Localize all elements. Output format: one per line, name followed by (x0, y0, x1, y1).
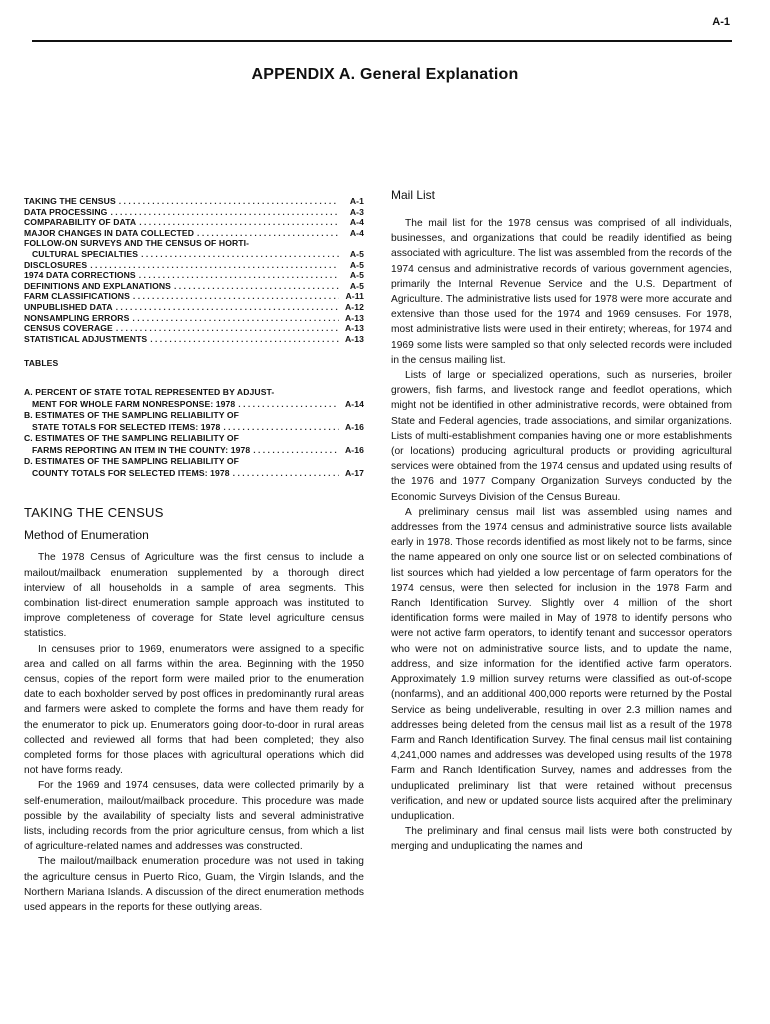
toc-leader-dots (141, 249, 339, 260)
toc-row (24, 207, 364, 218)
tables-heading: TABLES (24, 358, 59, 369)
toc-leader-dots (253, 445, 339, 457)
paragraph: In censuses prior to 1969, enumerators were assigned to a specific area and called on all farms within the area. Beginning with the 1950 census, copies of the report form were mailed prior to the enumeration date to each boxholder served by post offices in predominantly rural areas and farmers were asked to complete the forms and have them ready for the enumerator to pick up. Enumerators going door-to-door in rural areas collected and reviewed all forms that had been completed; they also completed forms for those places with agricultural operations which did not have forms ready. (24, 643, 364, 777)
toc-page-number: A-17 (344, 467, 364, 478)
toc-page-number: A-11 (345, 291, 364, 302)
toc-page-number: A-14 (344, 398, 364, 409)
toc-leader-dots (197, 228, 339, 239)
left-column (24, 196, 364, 915)
toc-label: FARMS REPORTING AN ITEM IN THE COUNTY: 1978 (32, 444, 251, 455)
toc-page-number: A-5 (349, 280, 364, 291)
toc-label: D. ESTIMATES OF THE SAMPLING RELIABILITY OF (24, 456, 240, 467)
toc-row (24, 433, 364, 445)
toc-leader-dots (233, 468, 339, 480)
toc-row (24, 422, 364, 434)
paragraph: The 1978 Census of Agriculture was the first census to include a mailout/mailback enumeration supplemented by a thorough direct interview of all households in a sample of area segments. This combination list-direct enumeration sample approach was instituted to improve completeness of coverage for State level agriculture census statistics. (24, 552, 364, 640)
page-number: A-1 (712, 16, 730, 28)
toc-page-number: A-16 (344, 444, 364, 455)
toc-label: NONSAMPLING ERRORS (24, 312, 130, 323)
toc-page-number: A-13 (344, 312, 364, 323)
toc-leader-dots (116, 302, 339, 313)
toc-label: UNPUBLISHED DATA (24, 301, 113, 312)
toc-page-number: A-4 (349, 217, 364, 228)
toc-label: STATE TOTALS FOR SELECTED ITEMS: 1978 (32, 421, 221, 432)
table-of-contents (24, 196, 364, 479)
toc-leader-dots (116, 323, 339, 334)
toc-row (24, 260, 364, 271)
toc-label: 1974 DATA CORRECTIONS (24, 270, 136, 281)
toc-label: DATA PROCESSING (24, 206, 108, 217)
toc-page-number: A-3 (349, 206, 364, 217)
toc-leader-dots (132, 313, 339, 324)
toc-page-number: A-5 (349, 248, 364, 259)
toc-page-number: A-13 (344, 333, 364, 344)
toc-label: COUNTY TOTALS FOR SELECTED ITEMS: 1978 (32, 467, 230, 478)
toc-row (24, 249, 364, 260)
toc-page-number: A-13 (344, 323, 364, 334)
page-title: APPENDIX A. General Explanation (251, 66, 519, 83)
toc-label: DEFINITIONS AND EXPLANATIONS (24, 280, 171, 291)
toc-page-number: A-16 (344, 421, 364, 432)
paragraph: For the 1969 and 1974 censuses, data were collected primarily by a self-enumeration, mailout/mailback procedure. This procedure was made possible by the availability of specialty lists and several administrative lists, including records from the prior agriculture census, from which a list of agriculture-related names and addresses was constructed. (24, 780, 364, 853)
toc-row (24, 456, 364, 468)
subheading-mail-list: Mail List (391, 188, 436, 202)
toc-label: C. ESTIMATES OF THE SAMPLING RELIABILITY OF (24, 433, 240, 444)
toc-leader-dots (139, 217, 339, 228)
toc-leader-dots (119, 196, 339, 207)
toc-label: B. ESTIMATES OF THE SAMPLING RELIABILITY OF (24, 410, 240, 421)
toc-row (24, 302, 364, 313)
toc-row (24, 410, 364, 422)
toc-leader-dots (110, 207, 339, 218)
section-heading: TAKING THE CENSUS (24, 505, 164, 521)
toc-label: CULTURAL SPECIALTIES (32, 248, 139, 259)
toc-page-number: A-5 (349, 270, 364, 281)
toc-label: MENT FOR WHOLE FARM NONRESPONSE: 1978 (32, 398, 236, 409)
toc-row (24, 238, 364, 249)
toc-label: A. PERCENT OF STATE TOTAL REPRESENTED BY ADJUST- (24, 387, 275, 398)
paragraph: The mail list for the 1978 census was comprised of all individuals, businesses, and organizations that could be readily identified as being associated with agriculture. The list was assembled from the records of the 1974 census and administrative records of various government agencies, primarily the Internal Revenue Service and the U.S. Department of Agriculture. The administrative lists used for 1978 were more accurate and extensive than those used for the 1974 and 1969 censuses. For 1978, most administrative lists were used in their entirety; whereas, for 1974 and 1969 some lists were sampled so that only selected records were included in the census mailing list. (391, 218, 732, 366)
toc-row (24, 228, 364, 239)
toc-row (24, 387, 364, 399)
toc-label: TAKING THE CENSUS (24, 196, 116, 206)
header-rule (32, 40, 732, 42)
toc-leader-dots (90, 260, 339, 271)
toc-leader-dots (139, 270, 339, 281)
toc-entries (24, 196, 364, 344)
toc-row (24, 217, 364, 228)
toc-label: FOLLOW-ON SURVEYS AND THE CENSUS OF HORTI- (24, 238, 250, 249)
paragraph: The mailout/mailback enumeration procedure was not used in taking the agriculture census in Puerto Rico, Guam, the Virgin Islands, and the Northern Mariana Islands. A discussion of the direct enumeration methods used appears in the reports for these outlying areas. (24, 856, 364, 913)
toc-leader-dots (150, 334, 339, 345)
toc-page-number: A-5 (349, 259, 364, 270)
toc-leader-dots (133, 291, 339, 302)
toc-label: STATISTICAL ADJUSTMENTS (24, 333, 148, 344)
toc-row (24, 313, 364, 324)
subheading-method: Method of Enumeration (24, 528, 149, 543)
toc-label: DISCLOSURES (24, 259, 88, 270)
paragraph: A preliminary census mail list was assembled using names and addresses from the 1974 census and administrative source lists available early in 1978. Those records identified as most likely not to be farms, since the name appeared on only one source list or on selected combinations of list sources which had yielded a low percentage of farm operators for the 1974 census, were then selected for inclusion in the 1978 Farm and Ranch Identification Survey. Slightly over 4 million of the short identification forms were mailed in May of 1978 to identify persons who were not active farm operators, to identify tenant and successor operators who were not on administrative source lists, and to update the name, address, and size information for the identified active farm operators. Approximately 1.9 million survey returns were classified as out-of-scope (nonfarms), and an additional 400,000 reports were returned by the Postal Service as being undeliverable, resulting in over 2.3 million names and addresses being deleted from the census mail list as a result of the 1978 Farm and Ranch Identification Survey. The final census mail list containing 4,241,000 names and addresses was developed using results of the 1978 Farm and Ranch Identification Survey, names and addresses from the unduplicated preliminary list that were retained without precensus verification, and new or updated source lists acquired after the preliminary unduplication. (391, 506, 732, 822)
toc-row (24, 334, 364, 345)
toc-row (24, 468, 364, 480)
toc-label: COMPARABILITY OF DATA (24, 217, 137, 228)
toc-page-number: A-1 (349, 196, 364, 206)
toc-row (24, 196, 364, 207)
toc-leader-dots (238, 399, 339, 411)
toc-page-number: A-4 (349, 227, 364, 238)
toc-leader-dots (223, 422, 339, 434)
toc-row (24, 281, 364, 292)
toc-label: CENSUS COVERAGE (24, 323, 113, 334)
paragraph: Lists of large or specialized operations, such as nurseries, broiler growers, fish farms, and livestock range and feedlot operations, which might not be identified in other administrative records, were obtained from State and Federal agencies, trade associations, and similar organizations. Lists of multi-establishment companies having one or more establishments (or locations) producing agricultural products or providing agricultural services were obtained from the 1974 census and updated using results of the 1976 and 1977 Company Organization Surveys conducted by the Economic Surveys Division of the Census Bureau. (391, 370, 732, 503)
toc-row (24, 323, 364, 334)
toc-leader-dots (174, 281, 339, 292)
toc-row (24, 399, 364, 411)
toc-page-number: A-12 (344, 301, 364, 312)
toc-row (24, 270, 364, 281)
paragraph: The preliminary and final census mail lists were both constructed by merging and unduplicating the names and (391, 826, 732, 853)
toc-label: MAJOR CHANGES IN DATA COLLECTED (24, 227, 195, 238)
right-column (391, 188, 732, 855)
toc-row (24, 291, 364, 302)
toc-row (24, 445, 364, 457)
toc-label: FARM CLASSIFICATIONS (24, 291, 130, 302)
toc-tables (24, 387, 364, 479)
